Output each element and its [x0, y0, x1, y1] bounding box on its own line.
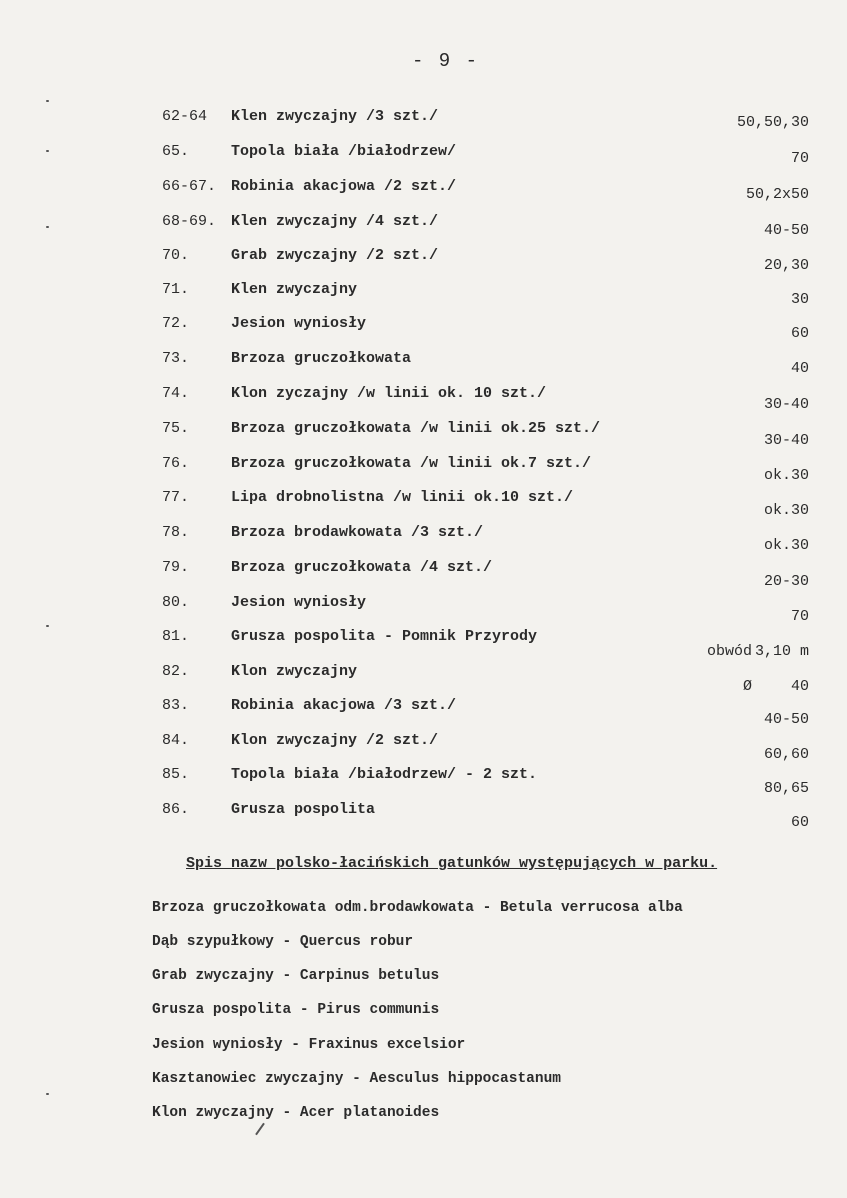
- trunk-measurement: ok.30: [763, 502, 809, 519]
- margin-mark: [46, 625, 49, 627]
- trunk-measurement: 30: [790, 291, 809, 308]
- trunk-measurement: 20,30: [763, 257, 809, 274]
- row-number: 85.: [162, 766, 190, 783]
- inventory-row: [0, 801, 847, 831]
- species-entry: Brzoza gruczołkowata odm.brodawkowata - Betula verrucosa alba: [152, 900, 683, 916]
- row-number: 74.: [162, 385, 190, 402]
- trunk-measurement: 70: [790, 150, 809, 167]
- inventory-row: [0, 247, 847, 273]
- trunk-measurement: 60: [790, 325, 809, 342]
- row-number: 86.: [162, 801, 190, 818]
- species-list-heading: Spis nazw polsko-łacińskich gatunków występujących w parku.: [186, 855, 718, 872]
- row-number: 71.: [162, 281, 190, 298]
- tree-name: Klon zwyczajny: [231, 663, 358, 680]
- trunk-measurement: 30-40: [763, 432, 809, 449]
- tree-name: Grusza pospolita: [231, 801, 376, 818]
- tree-name: Brzoza gruczołkowata /w linii ok.25 szt./: [231, 420, 601, 437]
- tree-name: Klen zwyczajny /3 szt./: [231, 108, 439, 125]
- inventory-row: [0, 315, 847, 341]
- inventory-row: [0, 697, 847, 728]
- trunk-measurement: 40-50: [763, 711, 809, 728]
- trunk-measurement: 20-30: [763, 573, 809, 590]
- inventory-row: [0, 663, 847, 695]
- trunk-measurement: 70: [790, 608, 809, 625]
- pen-stroke: [255, 1123, 265, 1136]
- row-number: 66-67.: [162, 178, 217, 195]
- inventory-row: [0, 489, 847, 519]
- row-number: 70.: [162, 247, 190, 264]
- inventory-row: [0, 732, 847, 763]
- margin-mark: [46, 100, 49, 102]
- species-entry: Dąb szypułkowy - Quercus robur: [152, 934, 414, 950]
- tree-name: Klon zwyczajny /2 szt./: [231, 732, 439, 749]
- inventory-row: [0, 108, 847, 134]
- tree-name: Grab zwyczajny /2 szt./: [231, 247, 439, 264]
- trunk-measurement: ok.30: [763, 537, 809, 554]
- inventory-row: [0, 350, 847, 376]
- row-number: 73.: [162, 350, 190, 367]
- inventory-row: [0, 455, 847, 484]
- margin-mark: [46, 150, 49, 152]
- tree-name: Grusza pospolita - Pomnik Przyrody: [231, 628, 538, 645]
- tree-name: Klon zyczajny /w linii ok. 10 szt./: [231, 385, 547, 402]
- row-number: 78.: [162, 524, 190, 541]
- species-entry: Grusza pospolita - Pirus communis: [152, 1002, 440, 1018]
- row-number: 72.: [162, 315, 190, 332]
- row-number: 62-64: [162, 108, 208, 125]
- inventory-row: [0, 213, 847, 239]
- row-number: 77.: [162, 489, 190, 506]
- row-number: 79.: [162, 559, 190, 576]
- row-number: 83.: [162, 697, 190, 714]
- tree-name: Klen zwyczajny: [231, 281, 358, 298]
- tree-name: Topola biała /białodrzew/ - 2 szt.: [231, 766, 538, 783]
- inventory-row: [0, 766, 847, 797]
- species-entry: Jesion wyniosły - Fraxinus excelsior: [152, 1037, 466, 1053]
- tree-name: Brzoza gruczołkowata /w linii ok.7 szt./: [231, 455, 592, 472]
- trunk-measurement: 80,65: [763, 780, 809, 797]
- trunk-measurement: ok.30: [763, 467, 809, 484]
- inventory-row: [0, 559, 847, 590]
- tree-name: Brzoza brodawkowata /3 szt./: [231, 524, 484, 541]
- margin-mark: [46, 1093, 49, 1095]
- tree-name: Robinia akacjowa /3 szt./: [231, 697, 457, 714]
- row-number: 82.: [162, 663, 190, 680]
- tree-name: Klen zwyczajny /4 szt./: [231, 213, 439, 230]
- inventory-row: [0, 628, 847, 660]
- inventory-row: [0, 143, 847, 169]
- row-number: 68-69.: [162, 213, 217, 230]
- inventory-row: [0, 178, 847, 204]
- row-number: 84.: [162, 732, 190, 749]
- inventory-row: [0, 385, 847, 411]
- tree-name: Jesion wyniosły: [231, 315, 367, 332]
- row-number: 75.: [162, 420, 190, 437]
- inventory-row: [0, 524, 847, 554]
- tree-name: Robinia akacjowa /2 szt./: [231, 178, 457, 195]
- row-number: 81.: [162, 628, 190, 645]
- species-entry: Klon zwyczajny - Acer platanoides: [152, 1105, 440, 1121]
- page-number: - 9 -: [412, 50, 480, 72]
- species-entry: Grab zwyczajny - Carpinus betulus: [152, 968, 440, 984]
- row-number: 76.: [162, 455, 190, 472]
- inventory-row: [0, 281, 847, 307]
- trunk-measurement: 60: [790, 814, 809, 831]
- trunk-measurement: 40: [790, 360, 809, 377]
- trunk-measurement: 50,50,30: [736, 114, 809, 131]
- trunk-measurement: 40: [790, 678, 809, 695]
- tree-name: Brzoza gruczołkowata /4 szt./: [231, 559, 493, 576]
- inventory-row: [0, 420, 847, 449]
- trunk-measurement: 40-50: [763, 222, 809, 239]
- margin-mark: [46, 226, 49, 228]
- measurement-prefix: obwód: [706, 643, 752, 660]
- trunk-measurement: 30-40: [763, 396, 809, 413]
- tree-name: Jesion wyniosły: [231, 594, 367, 611]
- inventory-row: [0, 594, 847, 625]
- row-number: 65.: [162, 143, 190, 160]
- trunk-measurement: 3,10 m: [754, 643, 809, 660]
- species-entry: Kasztanowiec zwyczajny - Aesculus hippocastanum: [152, 1071, 561, 1087]
- measurement-prefix: Ø: [742, 678, 752, 695]
- tree-name: Lipa drobnolistna /w linii ok.10 szt./: [231, 489, 574, 506]
- trunk-measurement: 50,2x50: [745, 186, 809, 203]
- tree-name: Topola biała /białodrzew/: [231, 143, 457, 160]
- row-number: 80.: [162, 594, 190, 611]
- tree-name: Brzoza gruczołkowata: [231, 350, 412, 367]
- trunk-measurement: 60,60: [763, 746, 809, 763]
